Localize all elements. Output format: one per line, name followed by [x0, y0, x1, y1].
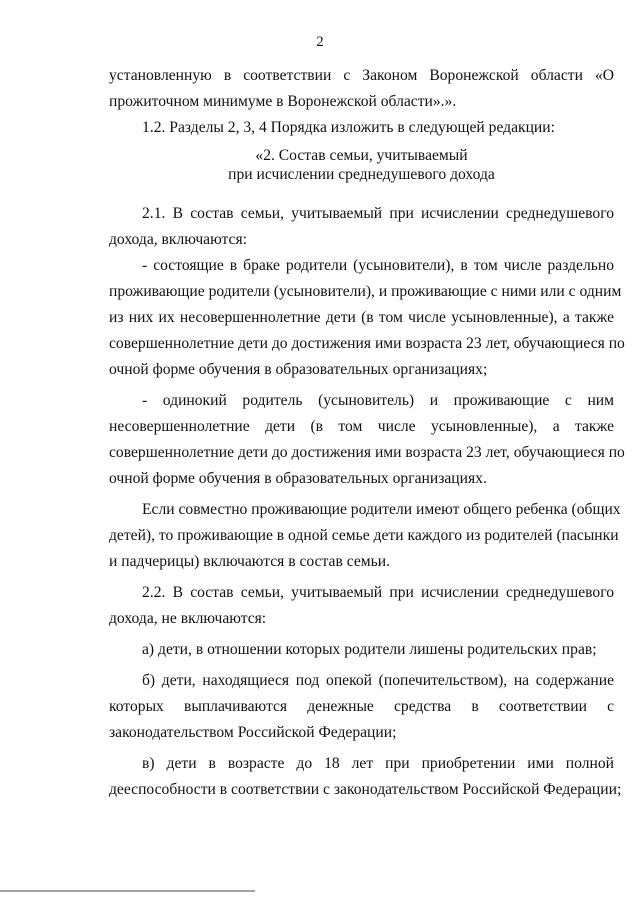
text-line: детей), то проживающие в одной семье дети каждого из родителей (пасынки	[109, 527, 619, 544]
text-line: дохода, не включаются:	[109, 610, 267, 627]
text-line: прожиточном минимуме в Воронежской области».».	[109, 93, 457, 110]
text-line: 2.2. В состав семьи, учитываемый при исчислении среднедушевого	[142, 584, 614, 601]
text-line: 1.2. Разделы 2, 3, 4 Порядка изложить в следующей редакции:	[142, 119, 555, 136]
text-line: дееспособности в соответствии с законодательством Российской Федерации;	[109, 781, 622, 798]
scan-edge-line	[0, 890, 255, 892]
text-line: а) дети, в отношении которых родители лишены родительских прав;	[142, 641, 597, 658]
page-number: 2	[316, 34, 324, 50]
section-heading: «2. Состав семьи, учитываемый	[255, 147, 468, 164]
text-line: которых выплачиваются денежные средства в соответствии с	[109, 698, 614, 715]
text-line: законодательством Российской Федерации;	[109, 724, 397, 741]
text-line: из них их несовершеннолетние дети (в том числе усыновленные), а также	[109, 309, 614, 326]
text-line: 2.1. В состав семьи, учитываемый при исчислении среднедушевого	[142, 205, 614, 222]
text-line: установленную в соответствии с Законом Воронежской области «О	[109, 67, 614, 84]
text-line: дохода, включаются:	[109, 231, 247, 248]
text-line: и падчерицы) включаются в состав семьи.	[109, 553, 390, 570]
text-line: - одинокий родитель (усыновитель) и проживающие с ним	[142, 392, 614, 409]
text-line: - состоящие в браке родители (усыновители), в том числе раздельно	[142, 257, 614, 274]
text-line: очной форме обучения в образовательных организациях.	[109, 470, 487, 487]
text-line: в) дети в возрасте до 18 лет при приобретении ими полной	[142, 755, 614, 772]
text-line: совершеннолетние дети до достижения ими возраста 23 лет, обучающиеся по	[109, 444, 625, 461]
text-line: б) дети, находящиеся под опекой (попечительством), на содержание	[142, 672, 614, 689]
text-line: совершеннолетние дети до достижения ими возраста 23 лет, обучающиеся по	[109, 335, 625, 352]
text-line: очной форме обучения в образовательных организациях;	[109, 361, 488, 378]
text-line: Если совместно проживающие родители имеют общего ребенка (общих	[142, 501, 621, 518]
text-line: несовершеннолетние дети (в том числе усыновленные), а также	[109, 418, 614, 435]
document-body	[109, 63, 625, 803]
section-heading: при исчислении среднедушевого дохода	[228, 166, 495, 183]
text-line: проживающие родители (усыновители), и проживающие с ними или с одним	[109, 283, 622, 300]
